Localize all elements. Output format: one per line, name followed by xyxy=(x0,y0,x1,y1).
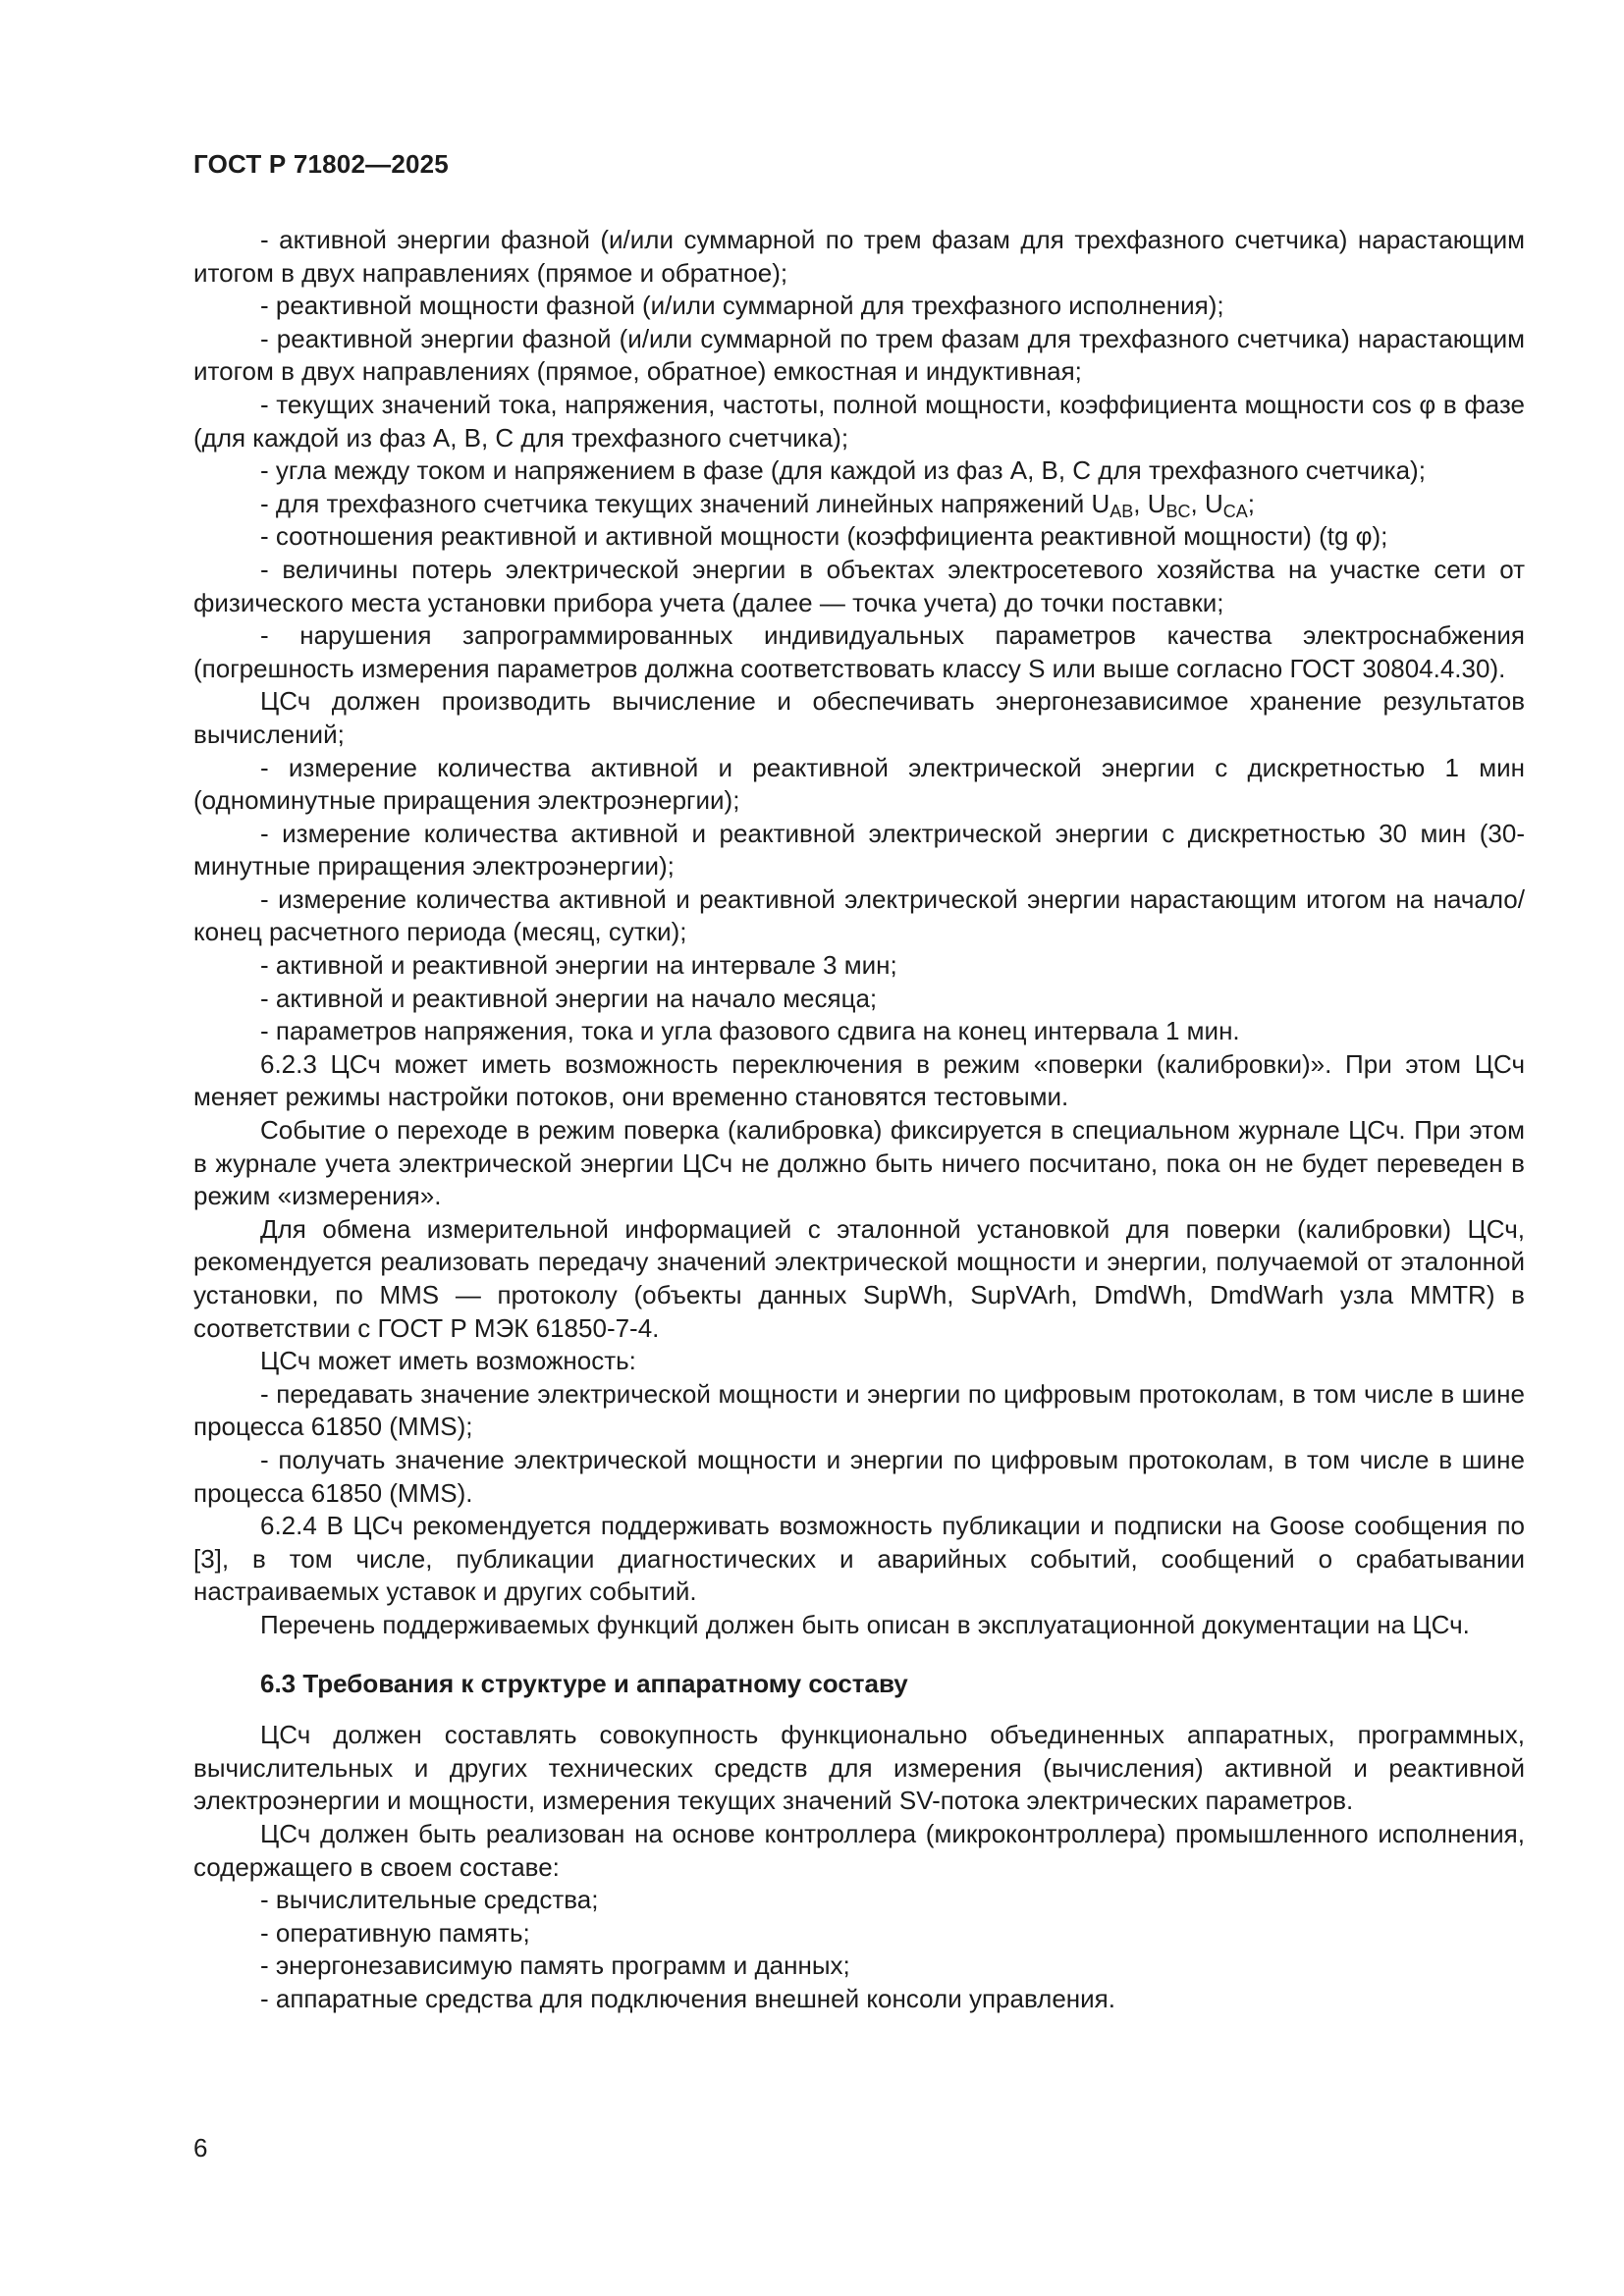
paragraph: ЦСч должен быть реализован на основе контроллера (микроконтроллера) промышленного исполнения, содержащего в своем составе: xyxy=(193,1818,1525,1882)
voltage-symbol: U xyxy=(1147,488,1166,518)
paragraph: - передавать значение электрической мощности и энергии по цифровым протоколам, в том числе в шине процесса 61850 (MMS); xyxy=(193,1378,1525,1442)
paragraph: - измерение количества активной и реактивной электрической энергии нарастающим итогом на начало/конец расчетного периода (месяц, сутки); xyxy=(193,883,1525,947)
paragraph: - нарушения запрограммированных индивидуальных параметров качества электроснабжения (погрешность измерения параметров должна соответствовать классу S или выше согласно ГОСТ 30804.4.30). xyxy=(193,620,1525,683)
paragraph: - активной и реактивной энергии на интервале 3 мин; xyxy=(260,950,897,981)
paragraph: 6.2.3 ЦСч может иметь возможность переключения в режим «поверки (калибровки)». При этом ЦСч меняет режимы настройки потоков, они временно становятся тестовыми. xyxy=(193,1048,1525,1112)
paragraph: - реактивной мощности фазной (и/или суммарной для трехфазного исполнения); xyxy=(260,291,1224,321)
paragraph: - величины потерь электрической энергии в объектах электросетевого хозяйства на участке сети от физического места установки прибора учета (далее — точка учета) до точки поставки; xyxy=(193,554,1525,617)
paragraph: - аппаратные средства для подключения внешней консоли управления. xyxy=(260,1983,1115,2013)
voltage-subscript-ab: AB xyxy=(1110,501,1134,521)
paragraph: - активной и реактивной энергии на начало месяца; xyxy=(260,983,878,1013)
paragraph: - реактивной энергии фазной (и/или суммарной по трем фазам для трехфазного счетчика) нарастающим итогом в двух направлениях (прямое, обратное) емкостная и индуктивная; xyxy=(193,323,1525,387)
paragraph: - оперативную память; xyxy=(260,1917,530,1948)
paragraph: - измерение количества активной и реактивной электрической энергии с дискретностью 1 мин (одноминутные приращения электроэнергии); xyxy=(193,752,1525,816)
paragraph: - вычислительные средства; xyxy=(260,1885,599,1915)
paragraph: - измерение количества активной и реактивной электрической энергии с дискретностью 30 мин (30-минутные приращения электроэнергии); xyxy=(193,818,1525,881)
voltage-subscript-bc: BC xyxy=(1165,501,1191,521)
paragraph: - параметров напряжения, тока и угла фазового сдвига на конец интервала 1 мин. xyxy=(260,1016,1240,1046)
paragraph: ЦСч должен производить вычисление и обеспечивать энергонезависимое хранение результатов вычислений; xyxy=(193,686,1525,749)
paragraph: - текущих значений тока, напряжения, частоты, полной мощности, коэффициента мощности cos φ в фазе (для каждой из фаз А, В, С для трехфазного счетчика); xyxy=(193,389,1525,453)
paragraph: - энергонезависимую память программ и данных; xyxy=(260,1950,850,1981)
paragraph: Для обмена измерительной информацией с эталонной установкой для поверки (калибровки) ЦСч, рекомендуется реализовать передачу значений электрической мощности и энергии, получаемой от эталонной установки, по MMS — протоколу (объекты данных SupWh, SupVArh, DmdWh, DmdWarh узла MMTR) в соответствии с ГОСТ Р МЭК 61850-7-4. xyxy=(193,1213,1525,1343)
body-text xyxy=(193,224,1525,2015)
paragraph: Событие о переходе в режим поверка (калибровка) фиксируется в специальном журнале ЦСч. При этом в журнале учета электрической энергии ЦСч не должно быть ничего посчитано, пока он не будет переведен в режим «измерения». xyxy=(193,1115,1525,1211)
voltage-symbol: U xyxy=(1091,488,1110,518)
paragraph: ЦСч может иметь возможность: xyxy=(260,1346,636,1376)
voltage-symbol: U xyxy=(1204,488,1223,518)
paragraph: - получать значение электрической мощности и энергии по цифровым протоколам, в том числе в шине процесса 61850 (MMS). xyxy=(193,1444,1525,1508)
page-number: 6 xyxy=(193,2133,208,2163)
separator: , xyxy=(1133,488,1148,518)
voltage-line-suffix: ; xyxy=(1247,488,1255,518)
separator: , xyxy=(1190,488,1205,518)
paragraph: - соотношения реактивной и активной мощности (коэффициента реактивной мощности) (tg φ); xyxy=(260,521,1388,552)
document-header: ГОСТ Р 71802—2025 xyxy=(193,149,449,179)
voltage-line-prefix: - для трехфазного счетчика текущих значений линейных напряжений xyxy=(260,488,1092,518)
voltage-subscript-ca: CA xyxy=(1222,501,1248,521)
paragraph: - угла между током и напряжением в фазе (для каждой из фаз А, В, С для трехфазного счетчика); xyxy=(260,455,1426,486)
paragraph: 6.2.4 В ЦСч рекомендуется поддерживать возможность публикации и подписки на Goose сообщения по [3], в том числе, публикации диагностических и аварийных событий, сообщений о срабатывании настраиваемых уставок и других событий. xyxy=(193,1511,1525,1607)
paragraph: Перечень поддерживаемых функций должен быть описан в эксплуатационной документации на ЦСч. xyxy=(260,1609,1470,1639)
paragraph: ЦСч должен составлять совокупность функционально объединенных аппаратных, программных, вычислительных и других технических средств для измерения (вычисления) активной и реактивной электроэнергии и мощности, измерения текущих значений SV-потока электрических параметров. xyxy=(193,1720,1525,1816)
paragraph-line-voltages xyxy=(193,488,1525,521)
paragraph: - активной энергии фазной (и/или суммарной по трем фазам для трехфазного счетчика) нарастающим итогом в двух направлениях (прямое и обратное); xyxy=(193,225,1525,288)
section-heading: 6.3 Требования к структуре и аппаратному составу xyxy=(260,1668,908,1698)
